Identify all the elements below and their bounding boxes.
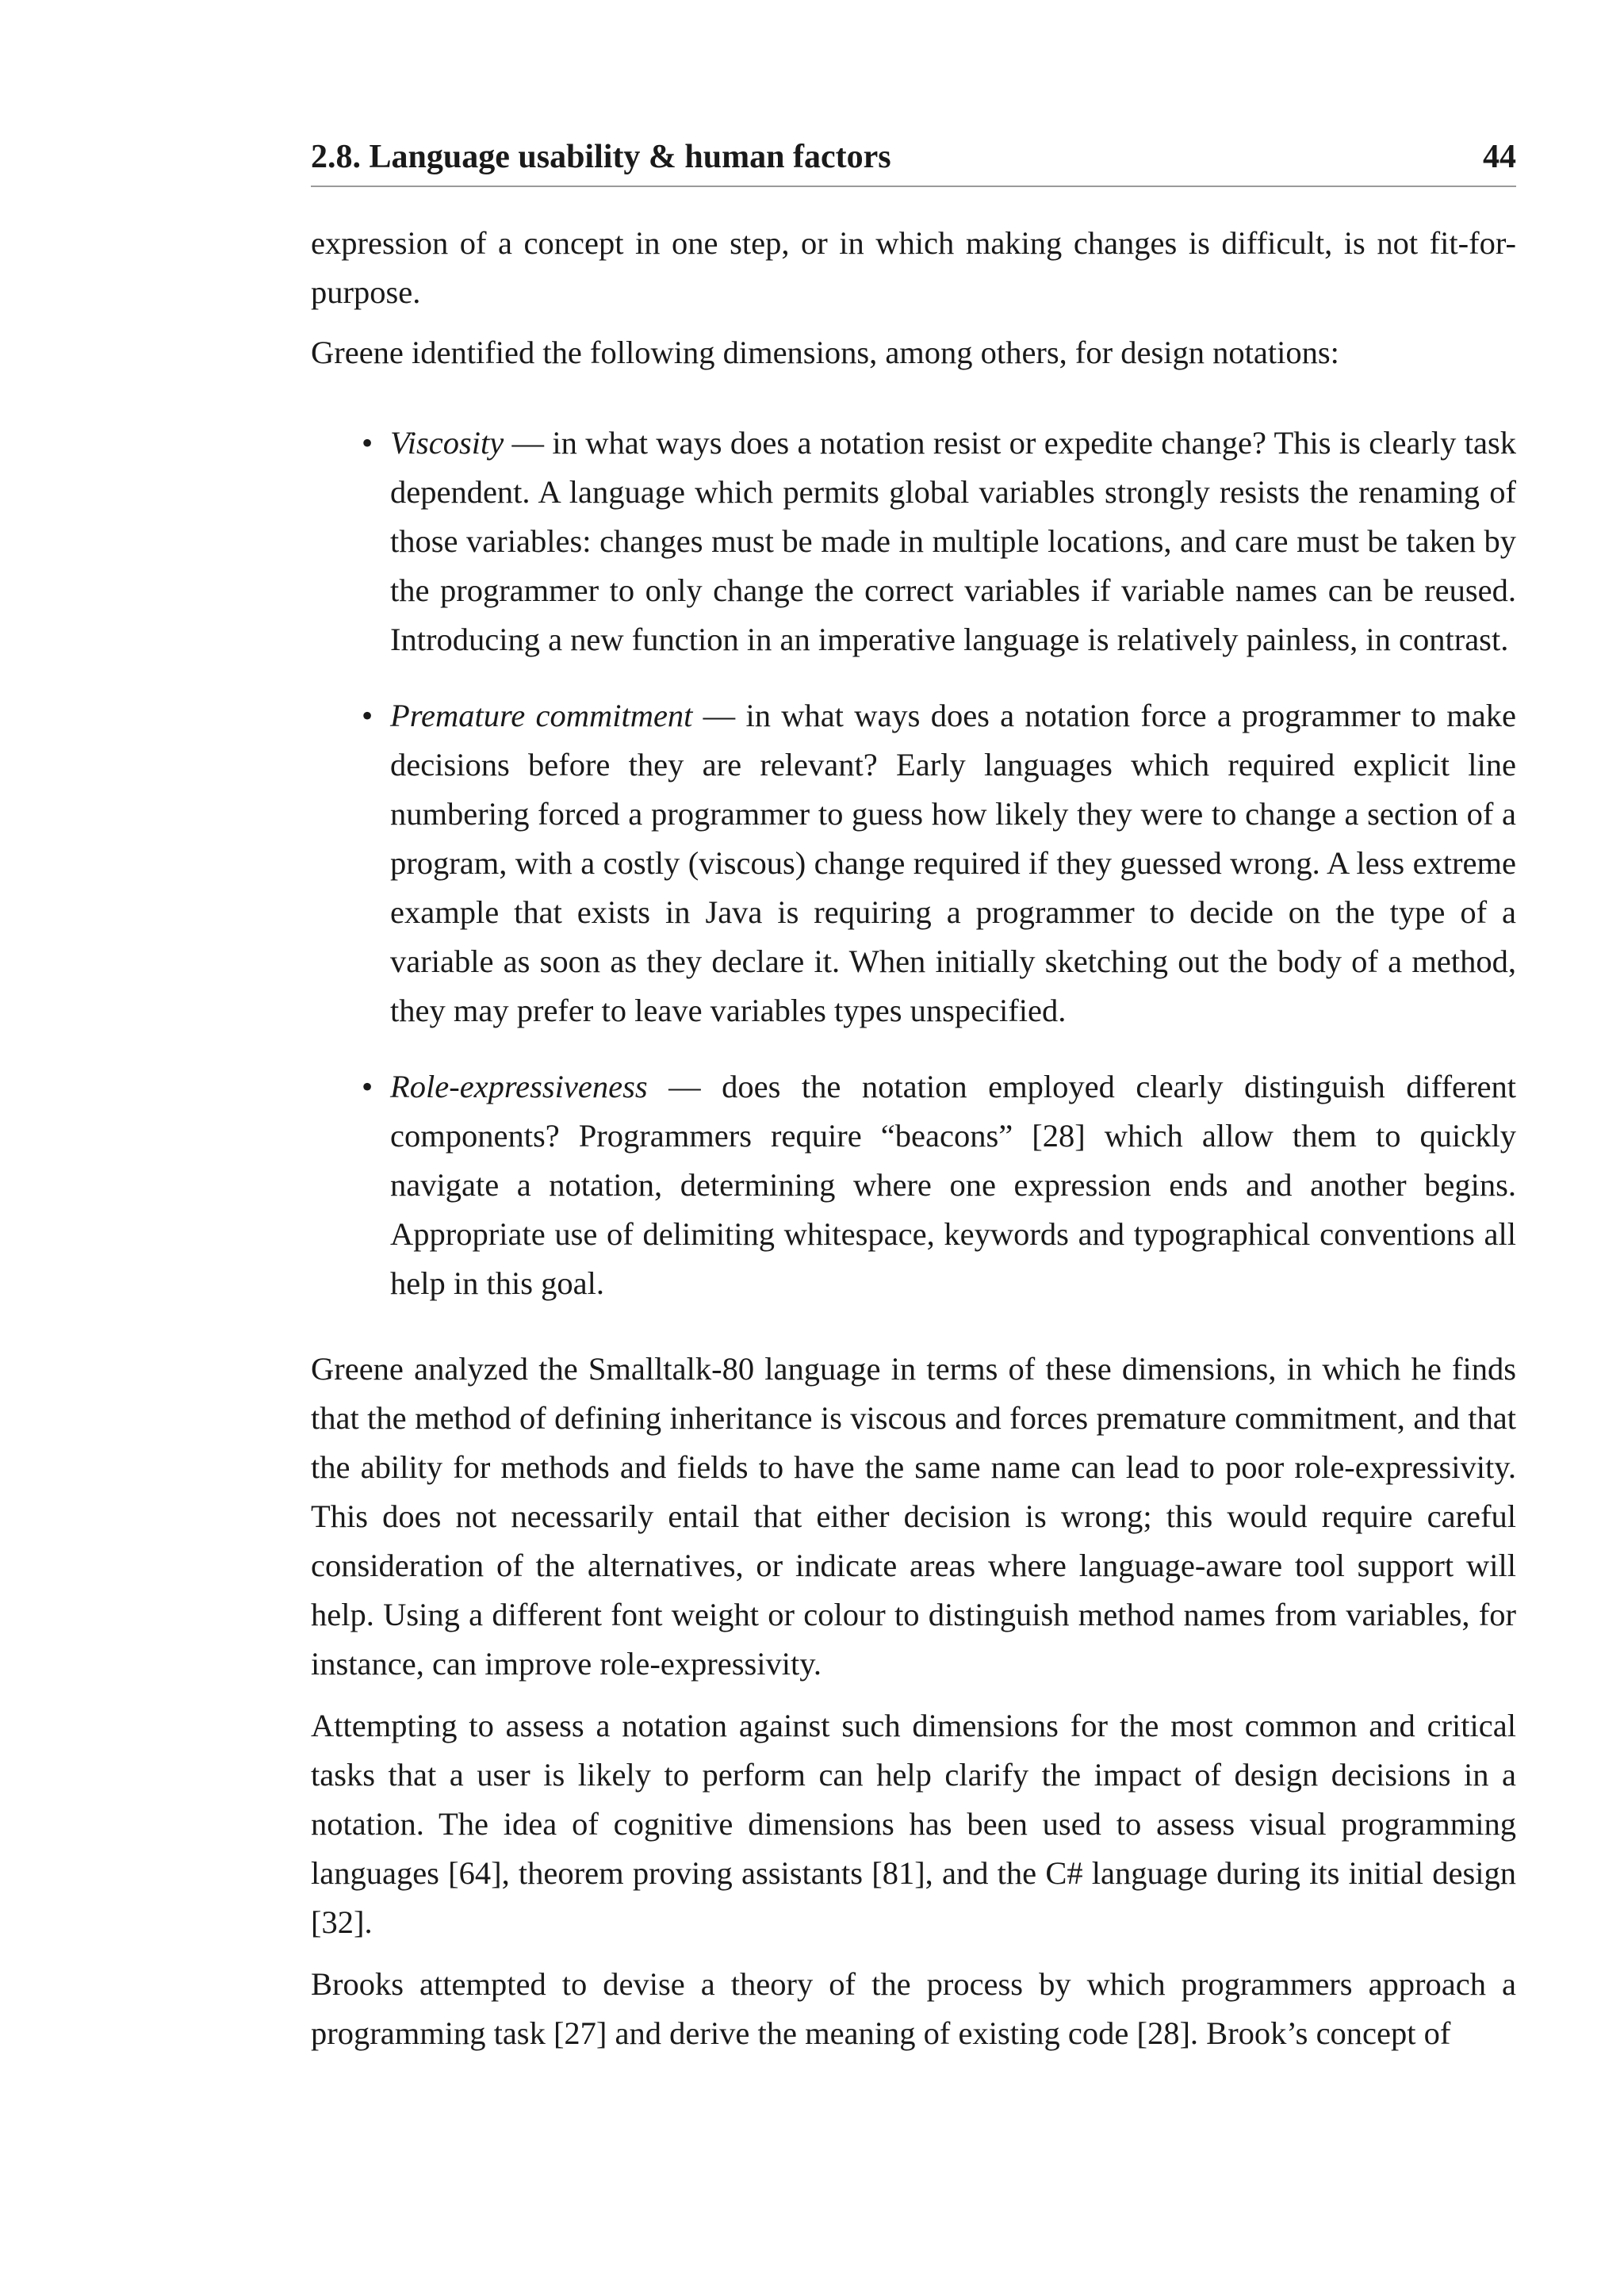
dimension-description: — in what ways does a notation force a programmer to make decisions before they are relevant? Early languages which required explicit line numbering forced a programmer to guess how likely they were to change a section of a program, with a costly (viscous) change required if they guessed wrong. A less extreme example that exists in Java is requiring a programmer to decide on the type of a variable as soon as they declare it. When initially sketching out the body of a method, they may prefer to leave variables types unspecified. [390,698,1516,1028]
list-item [362,691,1516,1035]
paragraph: expression of a concept in one step, or in which making changes is difficult, is not fit-for-purpose. [311,225,1516,310]
list-item [362,1062,1516,1308]
paragraph: Greene analyzed the Smalltalk-80 language in terms of these dimensions, in which he finds that the method of defining inheritance is viscous and forces premature commitment, and that the ability for methods and fields to have the same name can lead to poor role-expressivity. This does not necessarily entail that either decision is wrong; this would require careful consideration of the alternatives, or indicate areas where language-aware tool support will help. Using a different font weight or colour to distinguish method names from variables, for instance, can improve role-expressivity. [311,1351,1516,1682]
section-title: 2.8. Language usability & human factors [311,139,891,175]
body-text [311,219,1516,2058]
dimension-description: — in what ways does a notation resist or expedite change? This is clearly task dependent. A language which permits global variables strongly resists the renaming of those variables: changes must be made in multiple locations, and care must be taken by the programmer to only change the correct variables if variable names can be reused. Introducing a new function in an imperative language is relatively painless, in contrast. [390,425,1516,657]
dimension-description: — does the notation employed clearly distinguish different components? Programmers require “beacons” [28] which allow them to quickly navigate a notation, determining where one expression ends and another begins. Appropriate use of delimiting whitespace, keywords and typographical conventions all help in this goal. [390,1069,1516,1301]
paragraph: Greene identified the following dimensions, among others, for design notations: [311,335,1339,370]
page [311,135,1516,2071]
bullet: • [362,425,373,461]
running-head [311,135,1516,187]
dimension-list [311,419,1516,1308]
dimension-term: Role-expressiveness [390,1069,648,1104]
bullet: • [362,1069,373,1104]
dimension-term: Premature commitment [390,698,693,733]
paragraph: Brooks attempted to devise a theory of the process by which programmers approach a programming task [27] and derive the meaning of existing code [28]. Brook’s concept of [311,1966,1516,2051]
page-number: 44 [1483,139,1516,175]
paragraph: Attempting to assess a notation against such dimensions for the most common and critical tasks that a user is likely to perform can help clarify the impact of design decisions in a notation. The idea of cognitive dimensions has been used to assess visual programming languages [64], theorem proving assistants [81], and the C# language during its initial design [32]. [311,1708,1516,1940]
bullet: • [362,698,373,733]
dimension-term: Viscosity [390,425,504,461]
list-item [362,419,1516,664]
